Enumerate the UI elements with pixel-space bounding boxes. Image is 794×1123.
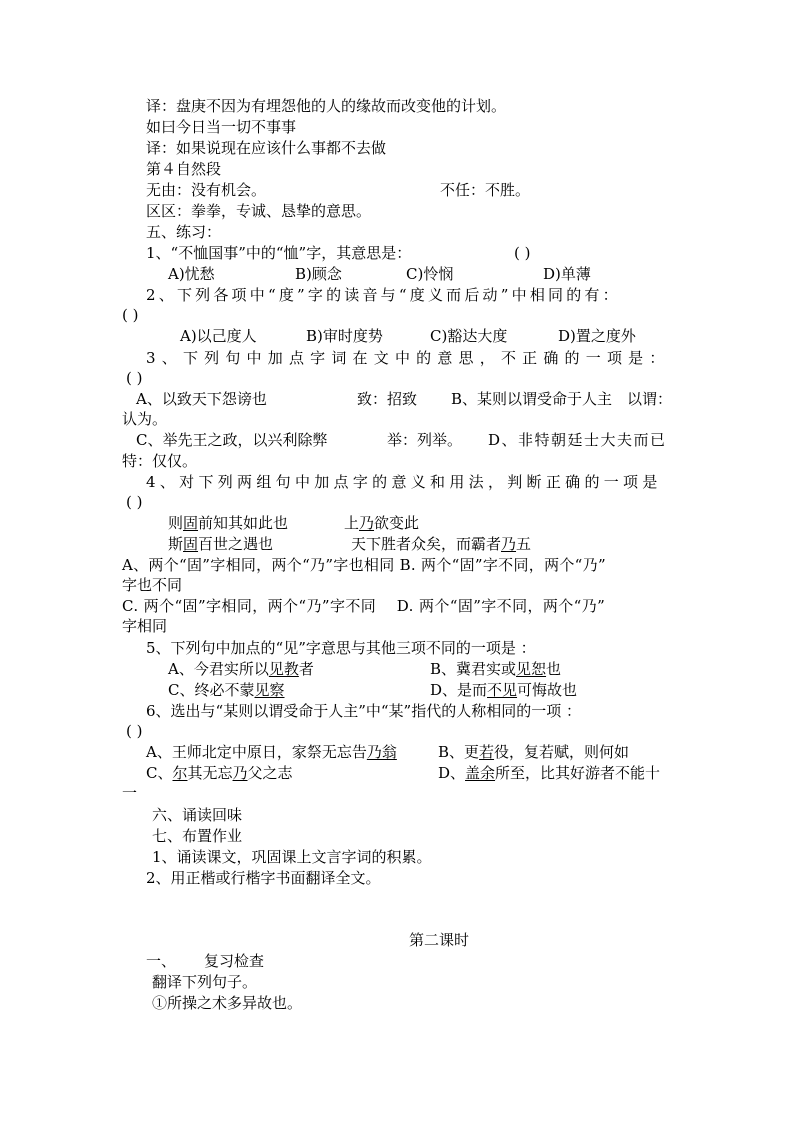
translation-line-2: 译：如果说现在应该什么事都不去做 xyxy=(146,139,387,157)
q2-option-a: A)以己度人 xyxy=(180,327,257,345)
answer-blank-6: ( ) xyxy=(126,722,143,740)
q3-option-a: A、以致天下怨谤也 xyxy=(136,390,267,408)
question-3: 3、下列句中加点字词在文中的意思，不正确的一项是： xyxy=(146,349,671,367)
q5-option-d: D、是而不见可悔故也 xyxy=(430,681,578,699)
answer-blank-1: ( ) xyxy=(514,244,531,262)
q5-option-a: A、今君实所以见教者 xyxy=(168,660,314,678)
q4-sentence-1b: 上乃欲变此 xyxy=(344,514,420,532)
section-exercises: 五、练习： xyxy=(146,223,222,241)
question-6: 6、选出与“某则以谓受命于人主”中“某”指代的人称相同的一项 ： xyxy=(146,702,581,720)
q6-option-a: A、王师北定中原日，家祭无忘告乃翁 xyxy=(146,743,397,761)
q2-option-b: B)审时度势 xyxy=(306,327,383,345)
gloss-wuyou: 无由：没有机会。 xyxy=(146,181,267,199)
homework-item-1: 1、诵读课文，巩固课上文言字词的积累。 xyxy=(152,848,432,866)
q3-option-d: D、非特朝廷士大夫而已 xyxy=(488,431,667,449)
q6-option-d: D、盖余所至，比其好游者不能十 xyxy=(438,764,661,782)
q1-option-c: C)怜悯 xyxy=(406,265,454,283)
translation-line-1: 译：盘庚不因为有埋怨他的人的缘故而改变他的计划。 xyxy=(146,97,507,115)
gloss-ququ: 区区：拳拳，专诚、恳挚的意思。 xyxy=(146,202,372,220)
q3-option-a-gloss: 致：招致 xyxy=(357,390,418,408)
homework-item-2: 2、用正楷或行楷字书面翻译全文。 xyxy=(146,869,381,887)
q3-option-b: B、某则以谓受命于人主 以谓： xyxy=(451,390,673,408)
gloss-buren: 不任：不胜。 xyxy=(440,181,531,199)
q6-option-d-cont: 一 xyxy=(122,784,138,802)
review-heading: 复习检查 xyxy=(204,952,265,970)
translate-instruction: 翻译下列句子。 xyxy=(152,973,258,991)
q1-option-d: D)单薄 xyxy=(543,265,591,283)
q1-option-a: A)忧愁 xyxy=(168,265,215,283)
q3-option-c-gloss: 举：列举。 xyxy=(387,431,463,449)
q4-options-ab-cont: 字也不同 xyxy=(122,576,183,594)
lesson-2-heading: 第二课时 xyxy=(409,931,470,949)
q4-sentence-2a: 斯固百世之遇也 xyxy=(168,535,274,553)
q3-option-d-cont: 特：仅仅。 xyxy=(122,452,198,470)
sentence-1: ①所操之术多异故也。 xyxy=(152,994,303,1012)
q4-options-ab: A、两个“固”字相同，两个“乃”字也相同 B. 两个“固”字不同，两个“乃” xyxy=(122,556,606,574)
q3-option-b-cont: 认为。 xyxy=(122,410,168,428)
paragraph-heading: 第４自然段 xyxy=(146,160,222,178)
review-number: 一、 xyxy=(146,952,177,970)
q2-option-c: C)豁达大度 xyxy=(430,327,508,345)
q3-option-c: C、举先王之政，以兴利除弊 xyxy=(136,431,328,449)
answer-blank-3: ( ) xyxy=(126,369,143,387)
q4-sentence-1a: 则固前知其如此也 xyxy=(168,514,289,532)
q5-option-c: C、终必不蒙见察 xyxy=(168,681,285,699)
q4-options-cd-cont: 字相同 xyxy=(122,617,168,635)
q4-sentence-2b: 天下胜者众矣，而霸者乃五 xyxy=(351,535,532,553)
question-1: 1、“不恤国事”中的“恤”字，其意思是： xyxy=(146,244,412,262)
answer-blank-4: ( ) xyxy=(126,493,143,511)
section-recite: 六、诵读回味 xyxy=(152,806,243,824)
question-4: 4、对下列两组句中加点字的意义和用法，判断正确的一项是 xyxy=(146,473,662,491)
q6-option-b: B、更若役，复若赋，则何如 xyxy=(438,743,630,761)
question-5: 5、下列句中加点的“见”字意思与其他三项不同的一项是 ： xyxy=(146,639,536,657)
q5-option-b: B、冀君实或见恕也 xyxy=(430,660,562,678)
q4-options-cd: C. 两个“固”字相同，两个“乃”字不同 D. 两个“固”字不同，两个“乃” xyxy=(122,597,606,615)
q1-option-b: B)顾念 xyxy=(295,265,342,283)
section-homework: 七、布置作业 xyxy=(152,827,243,845)
q2-option-d: D)置之度外 xyxy=(558,327,636,345)
answer-blank-2: ( ) xyxy=(122,306,139,324)
quote-line: 如曰今日当一切不事事 xyxy=(146,118,297,136)
q6-option-c: C、尔其无忘乃父之志 xyxy=(146,764,293,782)
question-2: 2、下列各项中“度”字的读音与“度义而后动”中相同的有： xyxy=(146,286,621,304)
